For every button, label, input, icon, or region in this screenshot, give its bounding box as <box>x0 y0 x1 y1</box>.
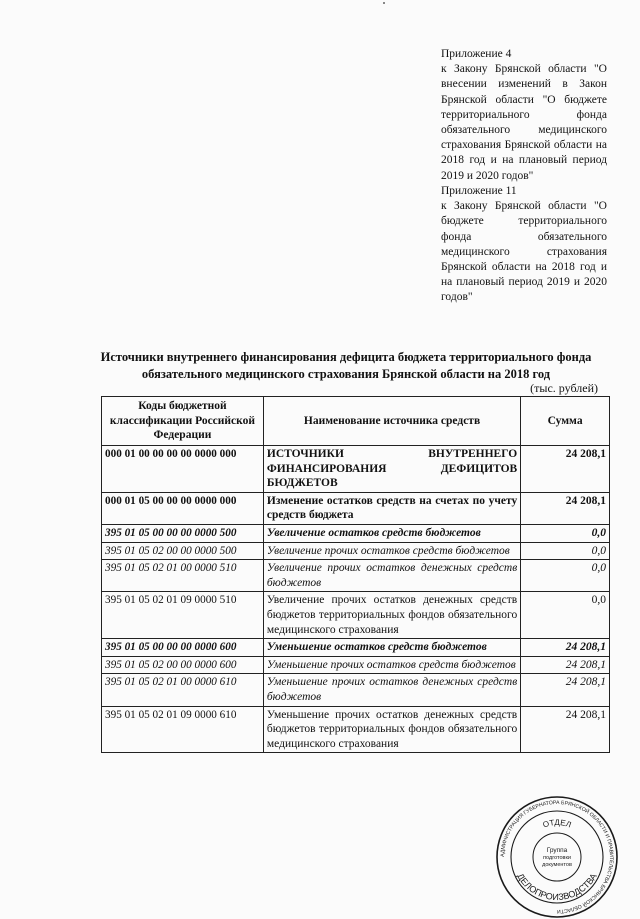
header-name: Наименование источника средств <box>263 397 520 446</box>
table-row <box>102 524 610 542</box>
header-sum: Сумма <box>521 397 610 446</box>
appendix-11-text: к Закону Брянской области "О бюджете территориального фонда обязательного медицинского страхования Брянской области на 2018 год и на плановый период 2019 и 2020 годов" <box>441 200 607 304</box>
row-name: Изменение остатков средств на счетах по учету средств бюджета <box>263 492 520 524</box>
stamp-center-line1: Группа <box>546 847 568 854</box>
row-code: 395 01 05 02 01 09 0000 510 <box>102 592 264 639</box>
row-name: Уменьшение остатков средств бюджетов <box>263 639 520 657</box>
stamp-arc-bottom: ДЕЛОПРОИЗВОДСТВА <box>515 871 599 903</box>
row-sum: 0,0 <box>521 542 610 560</box>
row-sum: 24 208,1 <box>521 492 610 524</box>
units-label: (тыс. рублей) <box>530 381 598 395</box>
row-name: Увеличение прочих остатков денежных средств бюджетов <box>263 560 520 592</box>
table-row <box>102 446 610 493</box>
table-row <box>102 706 610 753</box>
row-code: 395 01 05 02 00 00 0000 500 <box>102 542 264 560</box>
row-code: 395 01 05 00 00 00 0000 500 <box>102 524 264 542</box>
row-name: Увеличение прочих остатков денежных средств бюджетов территориальных фондов обязательного медицинского страхования <box>263 592 520 639</box>
table-row <box>102 674 610 706</box>
table-row <box>102 560 610 592</box>
row-code: 395 01 05 02 01 00 0000 610 <box>102 674 264 706</box>
stamp-arc-top: ОТДЕЛ <box>541 817 573 830</box>
appendix-4-note <box>441 47 607 184</box>
row-name: Уменьшение прочих остатков денежных средств бюджетов <box>263 674 520 706</box>
row-code: 395 01 05 02 00 00 0000 600 <box>102 656 264 674</box>
row-sum: 24 208,1 <box>521 656 610 674</box>
row-name: Уменьшение прочих остатков средств бюджетов <box>263 656 520 674</box>
row-code: 395 01 05 02 01 00 0000 510 <box>102 560 264 592</box>
sources-table <box>101 396 610 753</box>
row-sum: 24 208,1 <box>521 706 610 753</box>
stamp-center-line2: подготовки <box>543 855 571 861</box>
row-sum: 0,0 <box>521 560 610 592</box>
table-row <box>102 492 610 524</box>
table-row <box>102 639 610 657</box>
table-row <box>102 592 610 639</box>
row-sum: 24 208,1 <box>521 674 610 706</box>
document-title: Источники внутреннего финансирования дефицита бюджета территориального фонда обязательного медицинского страхования Брянской области на 2018 год <box>100 350 592 381</box>
header-code: Коды бюджетной классификации Российской Федерации <box>102 397 264 446</box>
row-name: Уменьшение прочих остатков денежных средств бюджетов территориальных фондов обязательного медицинского страхования <box>263 706 520 753</box>
row-sum: 0,0 <box>521 524 610 542</box>
row-name: Увеличение остатков средств бюджетов <box>263 524 520 542</box>
official-stamp <box>495 795 619 919</box>
row-name: Увеличение прочих остатков средств бюджетов <box>263 542 520 560</box>
appendix-4-text: к Закону Брянской области "О внесении изменений в Закон Брянской области "О бюджете территориального фонда обязательного медицинского страхования Брянской области на 2018 год и на плановый период 2019 и 2020 годов" <box>441 63 607 182</box>
appendix-4-heading: Приложение 4 <box>441 48 512 60</box>
row-code: 000 01 00 00 00 00 0000 000 <box>102 446 264 493</box>
row-sum: 0,0 <box>521 592 610 639</box>
stamp-ring-text: АДМИНИСТРАЦИЯ ГУБЕРНАТОРА БРЯНСКОЙ ОБЛАСТИ И ПРАВИТЕЛЬСТВА БРЯНСКОЙ ОБЛАСТИ <box>499 799 615 915</box>
appendix-11-note <box>441 184 607 306</box>
scan-mark <box>383 2 385 4</box>
table-row <box>102 542 610 560</box>
row-code: 000 01 05 00 00 00 0000 000 <box>102 492 264 524</box>
stamp-center-line3: документов <box>542 862 572 868</box>
table-header-row <box>102 397 610 446</box>
row-sum: 24 208,1 <box>521 639 610 657</box>
appendix-11-heading: Приложение 11 <box>441 185 517 197</box>
row-code: 395 01 05 02 01 09 0000 610 <box>102 706 264 753</box>
row-sum: 24 208,1 <box>521 446 610 493</box>
table-row <box>102 656 610 674</box>
row-code: 395 01 05 00 00 00 0000 600 <box>102 639 264 657</box>
row-name: ИСТОЧНИКИ ВНУТРЕННЕГО ФИНАНСИРОВАНИЯ ДЕФИЦИТОВ БЮДЖЕТОВ <box>263 446 520 493</box>
